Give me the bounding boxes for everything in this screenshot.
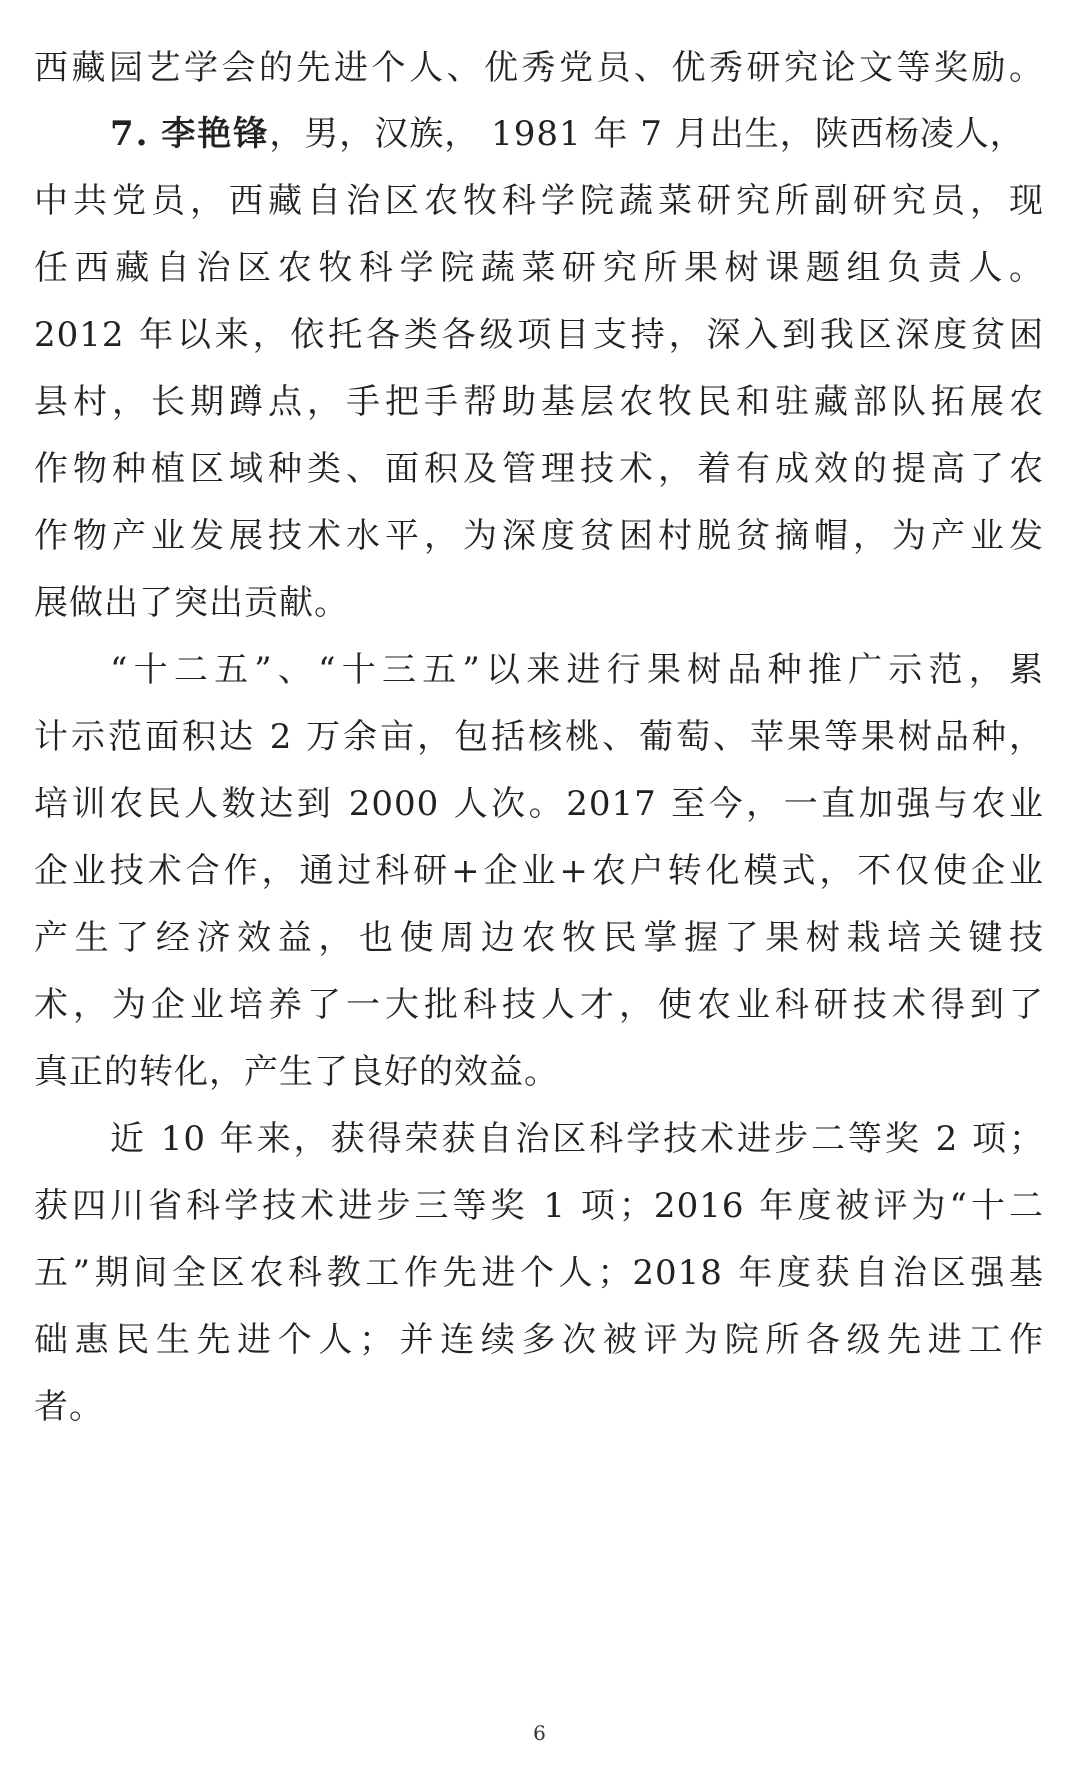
paragraph-first-line: “十二五”、“十三五”以来进行果树品种推广示范，累 bbox=[110, 650, 1044, 690]
text-line: 真正的转化，产生了良好的效益。 bbox=[34, 1052, 559, 1092]
page-number: 6 bbox=[533, 1721, 546, 1745]
text-line: 展做出了突出贡献。 bbox=[34, 583, 349, 623]
text-line: 术，为企业培养了一大批科技人才，使农业科研技术得到了 bbox=[34, 985, 1044, 1025]
text-line: 西藏园艺学会的先进个人、优秀党员、优秀研究论文等奖励。 bbox=[34, 48, 1044, 88]
text-line: 培训农民人数达到 2000 人次。2017 至今，一直加强与农业 bbox=[34, 784, 1044, 824]
entry-intro: ，男，汉族， 1981 年 7 月出生，陕西杨凌人， bbox=[269, 114, 1025, 154]
text-line: 计示范面积达 2 万余亩，包括核桃、葡萄、苹果等果树品种， bbox=[34, 717, 1044, 757]
text-line: 企业技术合作，通过科研+企业+农户转化模式，不仅使企业 bbox=[34, 851, 1044, 891]
text-line: 五”期间全区农科教工作先进个人；2018 年度获自治区强基 bbox=[34, 1253, 1044, 1293]
text-line: 获四川省科学技术进步三等奖 1 项；2016 年度被评为“十二 bbox=[34, 1186, 1044, 1226]
paragraph-first-line: 近 10 年来，获得荣获自治区科学技术进步二等奖 2 项； bbox=[110, 1119, 1044, 1159]
text-line: 作物种植区域种类、面积及管理技术，着有成效的提高了农 bbox=[34, 449, 1044, 489]
text-line: 2012 年以来，依托各类各级项目支持，深入到我区深度贫困 bbox=[34, 315, 1044, 355]
text-line: 中共党员，西藏自治区农牧科学院蔬菜研究所副研究员，现 bbox=[34, 181, 1044, 221]
entry-number: 7. bbox=[110, 114, 150, 154]
text-line: 础惠民生先进个人；并连续多次被评为院所各级先进工作 bbox=[34, 1320, 1044, 1360]
text-line: 者。 bbox=[34, 1387, 104, 1427]
text-line: 产生了经济效益，也使周边农牧民掌握了果树栽培关键技 bbox=[34, 918, 1044, 958]
text-line: 作物产业发展技术水平，为深度贫困村脱贫摘帽，为产业发 bbox=[34, 516, 1044, 556]
entry-heading-line bbox=[110, 104, 1044, 164]
text-line: 县村，长期蹲点，手把手帮助基层农牧民和驻藏部队拓展农 bbox=[34, 382, 1044, 422]
entry-name: 李艳锋 bbox=[161, 114, 270, 154]
text-line: 任西藏自治区农牧科学院蔬菜研究所果树课题组负责人。 bbox=[34, 248, 1044, 288]
